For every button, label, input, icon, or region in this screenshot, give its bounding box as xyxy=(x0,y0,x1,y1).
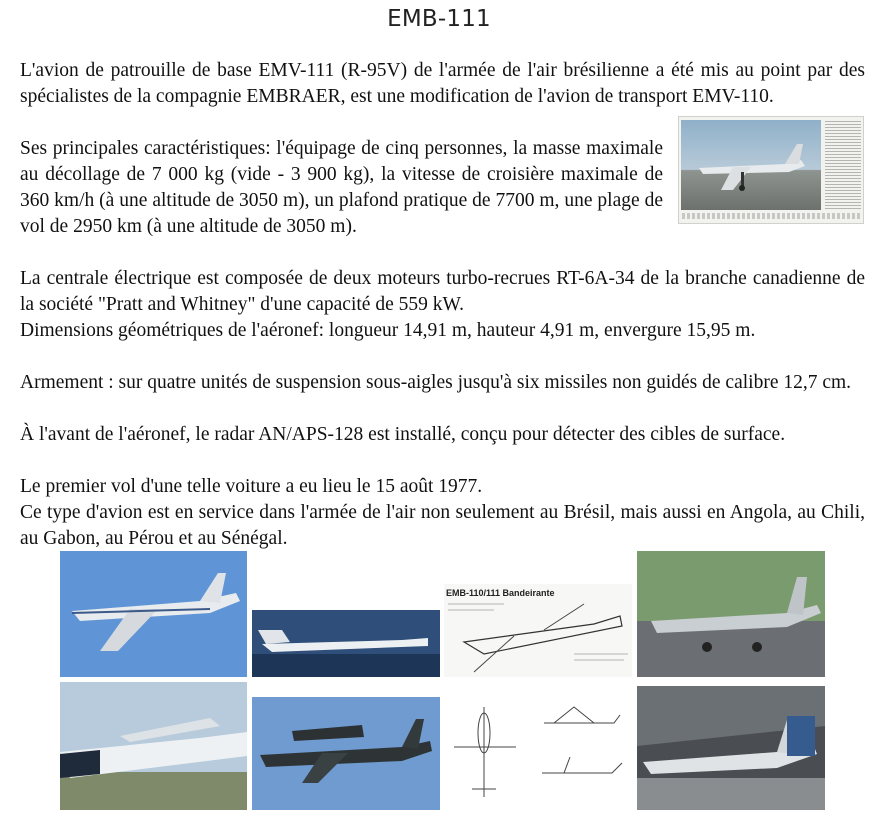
article-paragraph-operators: Ce type d'avion est en service dans l'armée de l'air non seulement au Brésil, mais aussi en Angola, au Chili, au Gabon, au Pérou et au Sénégal. xyxy=(20,502,865,549)
article-paragraph-first-flight: Le premier vol d'une telle voiture a eu lieu le 15 août 1977. xyxy=(20,476,483,497)
clipping-caption xyxy=(682,213,860,219)
article-paragraph-powerplant: La centrale électrique est composée de deux moteurs turbo-recrues RT-6A-34 de la branche canadienne de la société "Pratt and Whitney" d'une capacité de 559 kW. xyxy=(20,268,865,315)
gallery-photo-hangar xyxy=(637,686,825,810)
gallery-photo-low-flight-sea xyxy=(252,610,440,677)
page-title: EMB-111 xyxy=(387,6,491,32)
cutaway-label: EMB-110/111 Bandeirante xyxy=(446,588,555,598)
clipping-text-column xyxy=(825,121,861,209)
gallery-photo-blue-sky-flight xyxy=(60,551,247,677)
article-paragraph-characteristics: Ses principales caractéristiques: l'équipage de cinq personnes, la masse maximale au décollage de 7 000 kg (vide - 3 900 kg), la vitesse de croisière maximale de 360 km/h (à une altitude de 3050 m), un plafond pratique de 7700 m, une plage de vol de 2950 km (à une altitude de 3050 m). xyxy=(20,138,663,237)
gallery-photo-dark-in-flight xyxy=(252,697,440,810)
article-paragraph-armament: Armement : sur quatre unités de suspension sous-aigles jusqu'à six missiles non guidés de calibre 12,7 cm. xyxy=(20,372,852,393)
article-paragraph-radar: À l'avant de l'aéronef, le radar AN/APS-128 est installé, conçu pour détecter des cibles de surface. xyxy=(20,424,786,445)
gallery-three-view-drawing xyxy=(444,697,632,810)
article-paragraph-intro: L'avion de patrouille de base EMV-111 (R-95V) de l'armée de l'air brésilienne a été mis au point par des spécialistes de la compagnie EMBRAER, est une modification de l'avion de transport EMV-110. xyxy=(20,60,865,107)
magazine-clipping-image xyxy=(678,116,864,224)
article-paragraph-dimensions: Dimensions géométriques de l'aéronef: longueur 14,91 m, hauteur 4,91 m, envergure 15,95 m. xyxy=(20,320,756,341)
clipping-photo xyxy=(681,120,821,210)
gallery-photo-airshow-closeup xyxy=(60,682,247,810)
gallery-photo-parked-apron xyxy=(637,551,825,677)
gallery-cutaway-drawing xyxy=(444,584,632,677)
